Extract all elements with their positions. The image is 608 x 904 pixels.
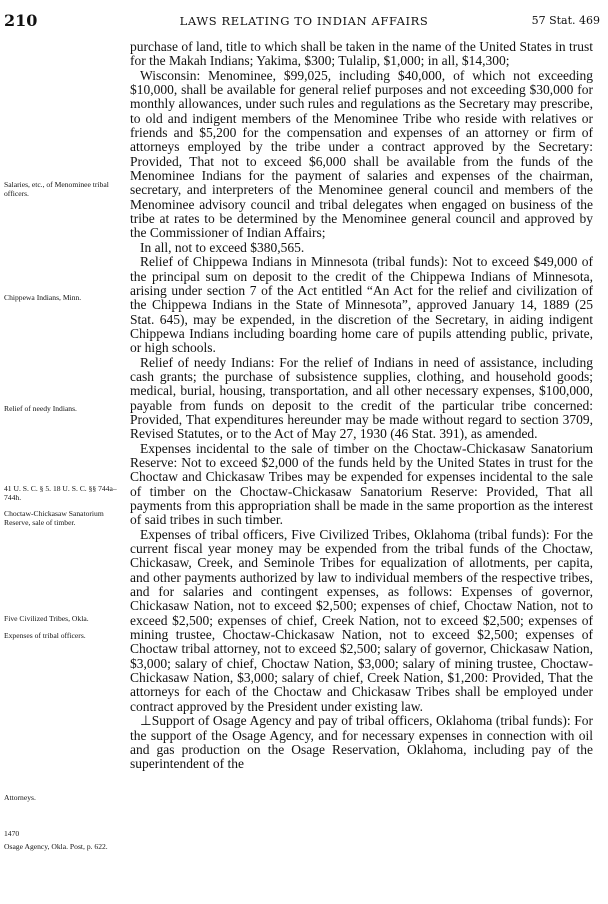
paragraph: ⊥Support of Osage Agency and pay of tribal officers, Oklahoma (tribal funds): For the support of the Osage Agency, and for necessary expenses in connection with oil and gas production on the Osage Reservation, Oklahoma, including pay of the superintendent of the: [130, 713, 593, 772]
paragraph: Wisconsin: Menominee, $99,025, including $40,000, of which not exceeding $10,000, shall be available for general relief purposes and not exceeding $30,000 for monthly allowances, under such rules and regulations as the Secretary may prescribe, to old and indigent members of the Menominee Tribe who reside with relatives or friends and $5,200 for the compensation and expenses of an attorney or firm of attorneys employed by the tribe under a contract approved by the Secretary: Provided, That not to exceed $6,000 shall be available from the funds of the Menominee Indians for the payment of salaries and expenses of the chairman, secretary, and interpreters of the Menominee general council and members of the Menominee advisory council and tribal delegates when engaged on business of the tribe at rates to be determined by the Menominee general council and approved by the Commissioner of Indian Affairs;: [130, 67, 593, 241]
margin-note: 41 U. S. C. § 5. 18 U. S. C. §§ 744a–744h.: [4, 484, 117, 502]
page-header: [0, 11, 608, 31]
paragraph: Relief of needy Indians: For the relief of Indians in need of assistance, including cash grants; the purchase of subsistence supplies, clothing, and household goods; medical, burial, housing, transportation, and all other necessary expenses, $100,000, payable from funds on deposit to the credit of the particular tribe concerned: Provided, That expenditures hereunder may be made without regard to section 3709, Revised Statutes, or to the Act of May 27, 1930 (46 Stat. 391), as amended.: [130, 354, 593, 442]
margin-note: Salaries, etc., of Menominee tribal officers.: [4, 180, 109, 198]
paragraph: Relief of Chippewa Indians in Minnesota (tribal funds): Not to exceed $49,000 of the principal sum on deposit to the credit of the Chippewa Indians of Minnesota, arising under section 7 of the Act entitled “An Act for the relief and civilization of the Chippewa Indians in the State of Minnesota”, approved January 14, 1889 (25 Stat. 645), may be expended, in the discretion of the Secretary, in aiding indigent Chippewa Indians including boarding home care of pupils attending public, private, or high schools.: [130, 254, 593, 356]
margin-note: Relief of needy Indians.: [4, 404, 77, 413]
body-text: [130, 40, 593, 772]
margin-note: Chippewa Indians, Minn.: [4, 293, 82, 302]
paragraph: purchase of land, title to which shall be taken in the name of the United States in trust for the Makah Indians; Yakima, $300; Tulalip, $1,000; in all, $14,300;: [130, 39, 593, 69]
statute-reference: 57 Stat. 469: [531, 14, 600, 27]
running-title: LAWS RELATING TO INDIAN AFFAIRS: [179, 14, 429, 28]
paragraph: Expenses of tribal officers, Five Civilized Tribes, Oklahoma (tribal funds): For the current fiscal year money may be expended from the tribal funds of the Choctaw, Chickasaw, Creek, and Seminole Tribes for equalization of allotments, per capita, and other payments authorized by law to individual members of the respective tribes, and for salaries and contingent expenses, as follows: Expenses of governor, Chickasaw Nation, not to exceed $2,500; expenses of chief, Choctaw Nation, not to exceed $2,500; expenses of chief, Creek Nation, not to exceed $2,500; expenses of mining trustee, Choctaw-Chickasaw Nation, not to exceed $2,500; expenses of Choctaw tribal attorney, not to exceed $2,500; salary of governor, Chickasaw Nation, $3,000; salary of chief, Choctaw Nation, $3,000; salary of mining trustee, Choctaw-Chickasaw Nation, $3,000; salary of chief, Creek Nation, $1,200: Provided, That the attorneys for each of the Choctaw and Chickasaw Tribes shall be employed under contract approved by the President under existing law.: [130, 526, 593, 714]
margin-note: Five Civilized Tribes, Okla.: [4, 614, 89, 623]
paragraph: In all, not to exceed $380,565.: [140, 239, 305, 255]
margin-note: Attorneys.: [4, 793, 36, 802]
page-number: 210: [4, 11, 38, 30]
margin-note: Osage Agency, Okla. Post, p. 622.: [4, 842, 108, 851]
margin-note: Expenses of tribal officers.: [4, 631, 86, 640]
margin-note: Choctaw-Chickasaw Sanatorium Reserve, sale of timber.: [4, 509, 104, 527]
margin-note: 1470: [4, 829, 20, 838]
paragraph: Expenses incidental to the sale of timber on the Choctaw-Chickasaw Sanatorium Reserve: Not to exceed $2,000 of the funds held by the United States in trust for the Choctaw and Chickasaw Tribes may be expended for expenses incidental to the sale of timber on the Choctaw-Chickasaw Sanatorium Reserve: Provided, That all payments from this appropriation shall be made in the same proportion as the interest of said tribes in such timber.: [130, 440, 593, 528]
